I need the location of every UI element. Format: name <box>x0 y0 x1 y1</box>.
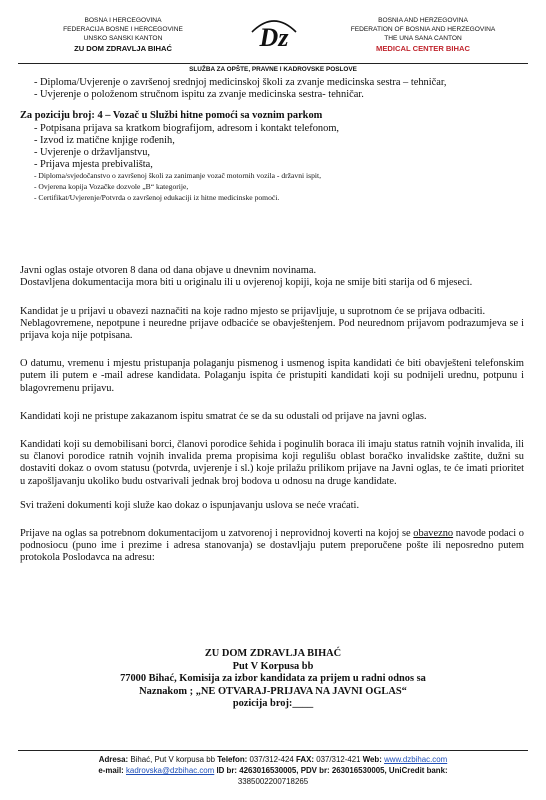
closing-text: Prijave na oglas sa potrebnom dokumentacijom u zatvorenoj i neprovidnoj koverti na kojoj se <box>20 528 414 540</box>
footer-label: UniCredit bank: <box>388 766 448 775</box>
paragraph: Dostavljena dokumentacija mora biti u originalu ili u ovjerenoj kopiji, koja ne smije biti starija od 6 mjeseci. <box>20 277 473 289</box>
footer-value: 037/312-421 <box>314 755 363 764</box>
header-left-line: BOSNA I HERCEGOVINA <box>84 17 162 24</box>
header-left-line: UNSKO SANSKI KANTON <box>83 35 163 42</box>
paragraph: O datumu, vremenu i mjestu pristupanja polaganju pismenog i usmenog ispita kandidati će biti obavješteni telefonskim putem ili putem e -mail adrese kandidata. Polaganju ispita će pristupiti kandidati koji su podnijeli urednu, potpunu i blagovremenu prijavu. <box>20 358 524 394</box>
header-left-line: FEDERACIJA BOSNE I HERCEGOVINE <box>63 26 183 33</box>
document-body <box>20 77 524 565</box>
footer <box>18 750 528 787</box>
footer-value: Bihać, Put V korpusa bb <box>128 755 218 764</box>
dz-logo-icon <box>248 12 300 54</box>
list-item: - Uvjerenje o državljanstvu, <box>34 147 150 159</box>
address-line: 77000 Bihać, Komisija za izbor kandidata za prijem u radni odnos sa <box>120 673 426 685</box>
closing-underlined: obavezno <box>413 528 454 540</box>
footer-label: Telefon: <box>217 755 248 764</box>
footer-label: Web: <box>362 755 382 764</box>
paragraph: Javni oglas ostaje otvoren 8 dana od dana objave u dnevnim novinama. <box>20 265 317 277</box>
email-link[interactable]: kadrovska@dzbihac.com <box>125 766 215 775</box>
mailing-address <box>20 648 526 711</box>
closing-text: navode podaci o podnosiocu (puno ime i prezime i adresa stanovanja) se dostavljaju putem preporučene pošte ili neposredno putem protokola Poslodavca na adresu: <box>20 528 524 564</box>
address-line: pozicija broj:____ <box>232 698 314 710</box>
header-right-institution: MEDICAL CENTER BIHAC <box>376 44 470 53</box>
header-right <box>318 16 528 53</box>
footer-line-2 <box>18 765 528 776</box>
footer-value: 263016530005, <box>329 766 389 775</box>
address-line: ZU DOM ZDRAVLJA BIHAĆ <box>204 648 342 659</box>
list-item: - Ovjerena kopija Vozačke dozvole „B“ kategorije, <box>34 182 189 192</box>
paragraph: Svi traženi dokumenti koji služe kao dokaz o ispunjavanju uslova se neće vraćati. <box>20 499 360 511</box>
footer-label: Adresa: <box>98 755 129 764</box>
header-divider <box>18 63 528 64</box>
footer-label: ID br: <box>214 766 238 775</box>
list-item: - Uvjerenje o položenom stručnom ispitu za zvanje medicinska sestra- tehničar. <box>34 89 364 101</box>
service-title: SLUŽBA ZA OPŠTE, PRAVNE I KADROVSKE POSLOVE <box>189 66 357 73</box>
svg-text:Dz: Dz <box>259 23 289 52</box>
website-link[interactable]: www.dzbihac.com <box>384 755 448 764</box>
list-item: - Certifikat/Uvjerenje/Potvrda o završenoj edukaciji iz hitne medicinske pomoći. <box>34 192 280 202</box>
header-right-line: THE UNA SANA CANTON <box>384 35 462 42</box>
header-right-line: FEDERATION OF BOSNIA AND HERZEGOVINA <box>350 26 496 33</box>
footer-label: e-mail: <box>98 766 124 775</box>
paragraph: Neblagovremene, nepotpune i neuredne prijave odbaciće se obavještenjem. Pod neurednom prijavom podrazumjeva se i prijava koja nije potpisana. <box>20 317 524 342</box>
list-item: - Diploma/Uvjerenje o završenoj srednjoj medicinskoj školi za zvanje medicinska sestra – tehničar, <box>34 77 447 88</box>
footer-line-3: 3385002200718265 <box>237 777 309 786</box>
footer-value: 4263016530005, <box>237 766 301 775</box>
paragraph: Kandidati koji su demobilisani borci, članovi porodice šehida i poginulih boraca ili imaju status ratnih vojnih invalida, ili su članovi porodice ratnih vojnih invalida prema propisima koji regulišu oblast boračko invalidske zaštite, dužni su dostaviti dokaz o ovom statusu (potvrda, uvjerenje i sl.) koje prilažu prilikom prijave na Javni oglas, te će imati prioritet u zapošljavanju ukoliko budu ostvarivali jednak broj bodova u odnosu na druge kandidate. <box>20 439 524 487</box>
list-item: - Potpisana prijava sa kratkom biografijom, adresom i kontakt telefonom, <box>34 122 340 134</box>
closing-paragraph <box>20 528 524 565</box>
position-heading: Za poziciju broj: 4 – Vozač u Službi hitne pomoći sa voznim parkom <box>20 110 323 122</box>
footer-label: FAX: <box>296 755 314 764</box>
footer-value: 037/312-424 <box>247 755 297 764</box>
address-line: Naznakom ; „NE OTVARAJ-PRIJAVA NA JAVNI OGLAS“ <box>139 685 407 697</box>
footer-line-1 <box>18 754 528 765</box>
paragraph: Kandidati koji ne pristupe zakazanom ispitu smatrat će se da su odustali od prijave na javni oglas. <box>20 410 427 422</box>
address-line: Put V Korpusa bb <box>232 660 314 672</box>
footer-label: PDV br: <box>300 766 330 775</box>
header-left-institution: ZU DOM ZDRAVLJA BIHAĆ <box>74 44 172 53</box>
list-item: - Izvod iz matične knjige rođenih, <box>34 134 175 146</box>
header-left <box>18 16 228 53</box>
list-item: - Diploma/svjedočanstvo o završenoj školi za zanimanje vozač motornih vozila - državni ispit, <box>34 171 322 181</box>
paragraph: Kandidat je u prijavi u obavezi naznačiti na koje radno mjesto se prijavljuje, u suprotnom će se prijava odbaciti. <box>20 305 486 317</box>
list-item: - Prijava mjesta prebivališta, <box>34 159 153 171</box>
header-right-line: BOSNIA AND HERZEGOVINA <box>378 17 468 24</box>
